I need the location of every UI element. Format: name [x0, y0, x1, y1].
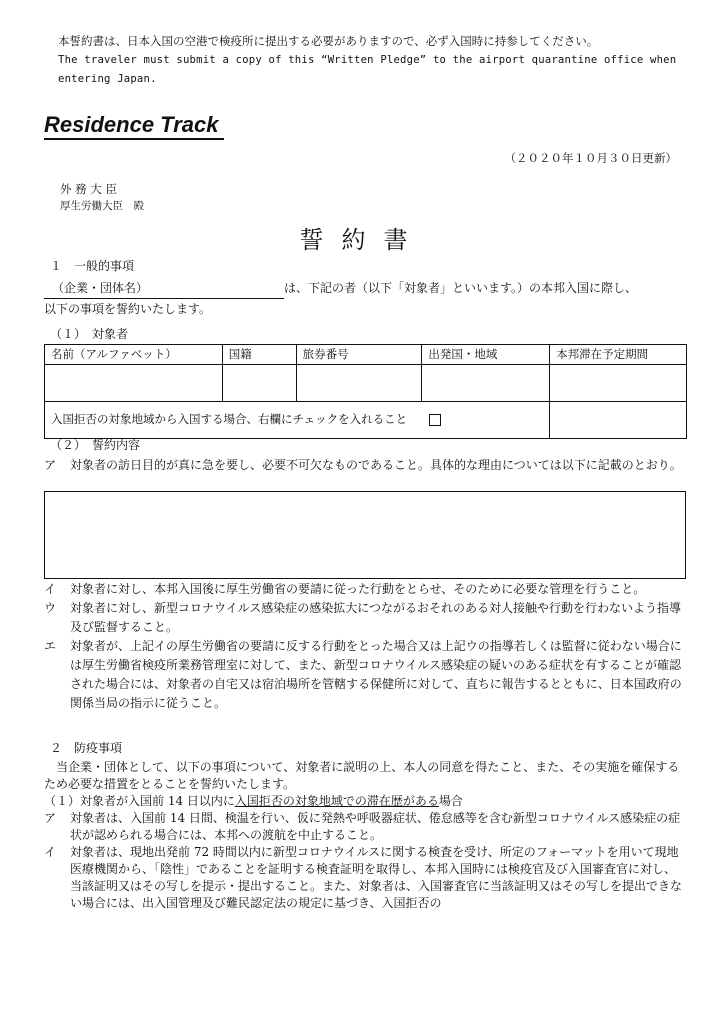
- section2-sub-prefix: （１）対象者が入国前 14 日以内に: [44, 794, 235, 808]
- section2-subsection: [44, 793, 684, 810]
- target-person-table: [44, 344, 687, 439]
- section1-body-rest: は、下記の者（以下「対象者」といいます。）の本邦入国に際し、: [284, 281, 638, 295]
- document-title: 誓約書: [299, 226, 426, 254]
- header-nationality: 国籍: [222, 345, 296, 365]
- table-header-row: [45, 345, 687, 365]
- section2-sub-suffix: 場合: [438, 794, 463, 808]
- check-instruction-text: 入国拒否の対象地域から入国する場合、右欄にチェックを入れること: [51, 412, 408, 427]
- item-text: 対象者が、上記イの厚生労働省の要請に反する行動をとった場合又は上記ウの指導若しくは監督に従わない場合には厚生労働省検疫所業務管理室に対して、また、新型コロナウイルス感染症の疑いのある症状を有することが確認された場合には、対象者の自宅又は宿泊場所を管轄する保健所に対して、直ちに報告するとともに、日本国政府の関係当局の指示に従うこと。: [70, 639, 682, 710]
- list-item: [44, 580, 684, 599]
- table-input-row: [45, 364, 687, 401]
- check-side-cell: [550, 401, 687, 438]
- section2-heading: ２ 防疫事項: [50, 741, 123, 755]
- item-text: 対象者に対し、本邦入国後に厚生労働省の要請に従った行動をとらせ、そのために必要な管理を行うこと。: [70, 582, 646, 596]
- departure-input-cell[interactable]: [422, 364, 550, 401]
- item-marker: ア: [44, 458, 57, 472]
- list-item: [44, 844, 684, 912]
- section1-heading: １ 一般的事項: [50, 259, 135, 273]
- item-text: 対象者の訪日目的が真に急を要し、必要不可欠なものであること。具体的な理由については以下に記載のとおり。: [70, 458, 682, 472]
- addressee-line2: 厚生労働大臣 殿: [60, 200, 144, 212]
- nationality-input-cell[interactable]: [222, 364, 296, 401]
- pledge-items-list: [44, 580, 684, 713]
- pledge-item-a: [44, 456, 684, 475]
- submission-notice: [58, 32, 688, 89]
- section2-sub-underlined: 入国拒否の対象地域での滞在歴がある: [234, 794, 439, 808]
- item-marker: ウ: [44, 601, 57, 615]
- section1-body-line2: 以下の事項を誓約いたします。: [44, 302, 212, 316]
- item-marker: エ: [44, 639, 57, 653]
- notice-english-line2: entering Japan.: [58, 73, 157, 85]
- subsection-target-person: （１） 対象者: [50, 327, 129, 341]
- item-text: 対象者に対し、新型コロナウイルス感染症の感染拡大につながるおそれのある対人接触や行動を行わないよう指導及び監督すること。: [70, 601, 682, 634]
- list-item: [44, 810, 684, 844]
- table-check-row: [45, 401, 687, 438]
- item-marker: イ: [44, 582, 57, 596]
- passport-input-cell[interactable]: [296, 364, 422, 401]
- addressee-line1: 外 務 大 臣: [60, 182, 117, 196]
- item-marker: イ: [44, 845, 57, 859]
- list-item: [44, 637, 684, 713]
- list-item: [44, 599, 684, 637]
- header-departure-country: 出発国・地域: [422, 345, 550, 365]
- notice-english-line1: The traveler must submit a copy of this “Written Pledge” to the airport quarantine office when: [58, 54, 677, 66]
- check-instruction-cell: [45, 401, 550, 438]
- header-stay-period: 本邦滞在予定期間: [550, 345, 687, 365]
- organization-name-field[interactable]: （企業・団体名）: [44, 278, 284, 299]
- reason-textbox[interactable]: [44, 491, 686, 579]
- subsection-pledge-content: （２） 誓約内容: [50, 438, 141, 452]
- quarantine-items-list: [44, 810, 684, 912]
- restricted-area-checkbox[interactable]: [429, 414, 441, 426]
- header-name: 名前（アルファベット）: [45, 345, 223, 365]
- name-input-cell[interactable]: [45, 364, 223, 401]
- updated-date: （２０２０年１０月３０日更新）: [504, 151, 677, 165]
- notice-japanese: 本誓約書は、日本入国の空港で検疫所に提出する必要がありますので、必ず入国時に持参してください。: [58, 34, 599, 48]
- section2-body: 当企業・団体として、以下の事項について、対象者に説明の上、本人の同意を得たこと、また、その実施を確保するため必要な措置をとることを誓約いたします。: [44, 760, 680, 791]
- item-text: 対象者は、現地出発前 72 時間以内に新型コロナウイルスに関する検査を受け、所定のフォーマットを用いて現地医療機関から、「陰性」であることを証明する検査証明を取得し、本邦入国時には検疫官及び入国審査官に対し、当該証明又はその写しを提示・提出すること。また、対象者は、入国審査官に当該証明又はその写しを提出できない場合には、出入国管理及び難民認定法の規定に基づき、入国拒否の: [70, 845, 683, 910]
- addressee-block: [60, 181, 144, 215]
- residence-track-title: Residence Track: [44, 112, 224, 140]
- item-text: 対象者は、入国前 14 日間、検温を行い、仮に発熱や呼吸器症状、倦怠感等を含む新型コロナウイルス感染症の症状が認められる場合には、本邦への渡航を中止すること。: [70, 811, 681, 842]
- stay-period-input-cell[interactable]: [550, 364, 687, 401]
- item-marker: ア: [44, 811, 57, 825]
- header-passport-number: 旅券番号: [296, 345, 422, 365]
- section1-body: [44, 278, 684, 319]
